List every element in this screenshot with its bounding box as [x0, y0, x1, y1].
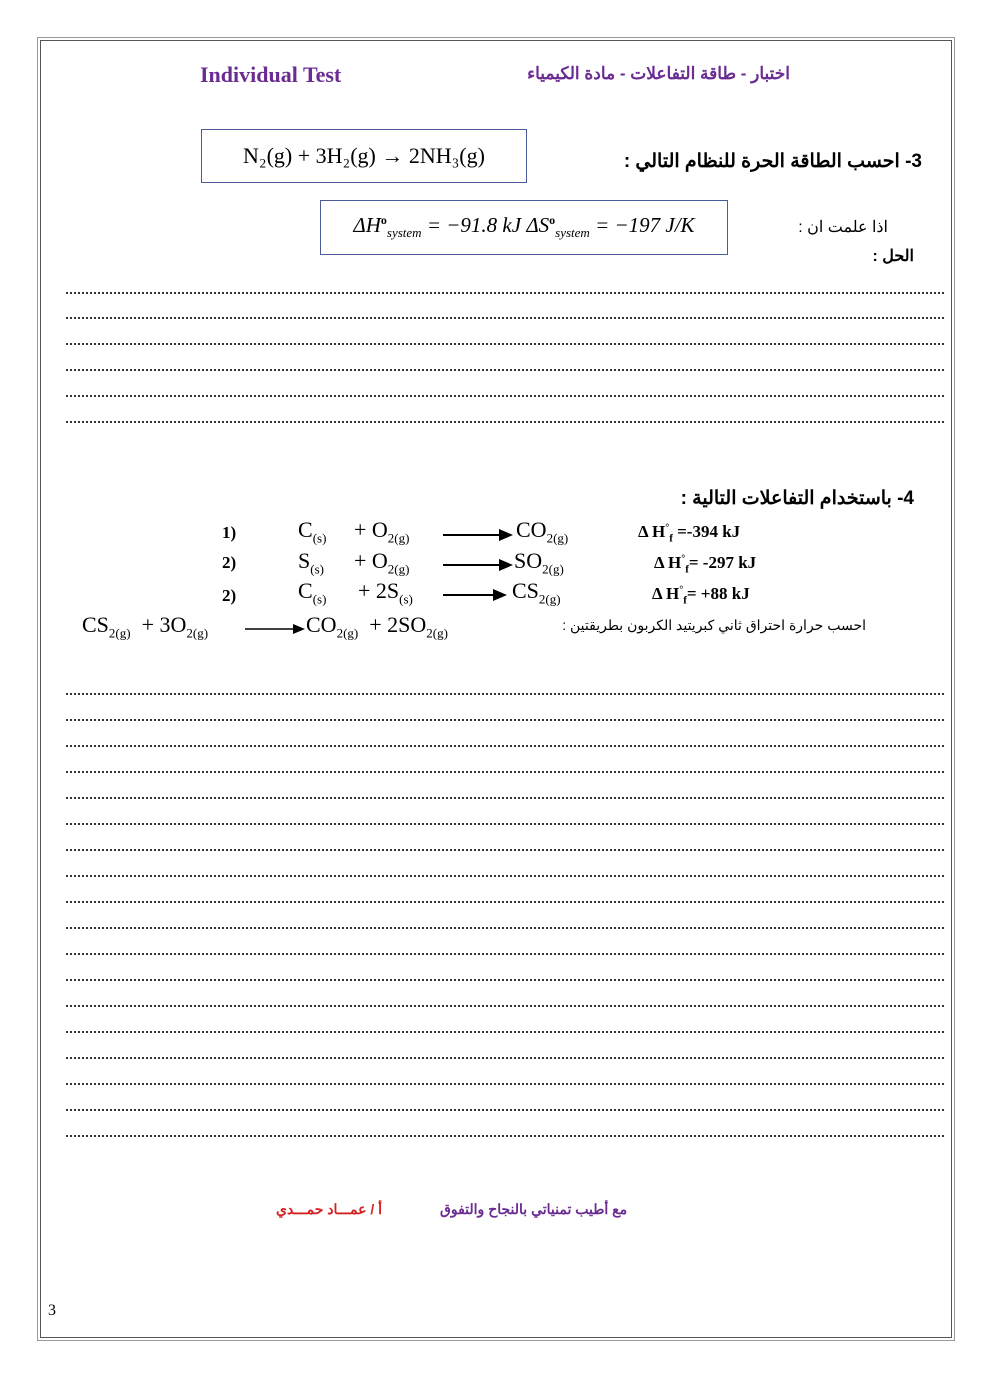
question-3-title: 3- احسب الطاقة الحرة للنظام التالي :: [623, 151, 922, 172]
delta-s-value: −197 J/K: [614, 213, 695, 238]
given-label: اذا علمت ان :: [798, 219, 888, 236]
reaction-3-reactant-2: + $2S_{(s)}$: [358, 578, 413, 607]
answer-line: [66, 290, 944, 294]
reaction-3-number: 2): [222, 586, 237, 605]
reaction-1-reactant-2: + $O_{2(g)}$: [354, 517, 410, 546]
reaction-box: [201, 129, 527, 183]
answer-line: [66, 899, 944, 903]
answer-line: [66, 795, 944, 799]
reaction-2-enthalpy: Δ $H^\circ_f= -297$ kJ: [654, 553, 757, 576]
answer-line: [66, 977, 944, 981]
answer-line: [66, 315, 944, 319]
answer-line: [66, 873, 944, 877]
answer-line: [66, 743, 944, 747]
reaction-2-product: $SO_{2(g)}$: [514, 548, 564, 577]
answer-line: [66, 1003, 944, 1007]
answer-line: [66, 341, 944, 345]
reaction-arrow-icon: [443, 588, 507, 602]
question-4-title: 4- باستخدام التفاعلات التالية :: [680, 488, 914, 509]
answer-line: [66, 769, 944, 773]
answer-line: [66, 1029, 944, 1033]
reaction-3-enthalpy: Δ $H^\circ_f= +88$ kJ: [652, 584, 750, 607]
answer-line: [66, 691, 944, 695]
answer-line: [66, 821, 944, 825]
delta-s-system: $\Delta S^o_{system} = -197$ J/K: [526, 213, 695, 241]
reaction-1-product: $CO_{2(g)}$: [516, 517, 569, 546]
reaction-2-number: 2): [222, 553, 237, 572]
reaction-2-reactant-1: $S_{(s)}$: [298, 548, 324, 577]
solution-label: الحل :: [872, 248, 914, 265]
reaction-3-reactant-1: $C_{(s)}$: [298, 578, 327, 607]
question-4-instruction: احسب حرارة احتراق ثاني كبريتيد الكربون بطريقتين :: [562, 617, 866, 633]
answer-line: [66, 717, 944, 721]
reaction-2-reactant-2: + $O_{2(g)}$: [354, 548, 410, 577]
target-reaction-reactants: $CS_{2(g)} + 3O_{2(g)}$: [82, 612, 209, 641]
test-title-english: Individual Test: [200, 62, 342, 87]
delta-h-system: $\Delta H^o_{system} = -91.8$ kJ: [353, 213, 522, 241]
reaction-1-enthalpy: Δ $H^\circ_f =-394$ kJ: [638, 522, 741, 545]
delta-h-value: −91.8 kJ: [446, 213, 522, 238]
answer-line: [66, 1133, 944, 1137]
answer-line: [66, 367, 944, 371]
answer-line: [66, 419, 944, 423]
reaction-1-reactant-1: $C_{(s)}$: [298, 517, 327, 546]
reaction-arrow-icon: [245, 622, 305, 636]
answer-line: [66, 1107, 944, 1111]
page-number: 3: [48, 1302, 56, 1319]
reaction-3-product: $CS_{2(g)}$: [512, 578, 561, 607]
footer-wish: مع أطيب تمنياتي بالنجاح والتفوق: [440, 1201, 628, 1217]
reaction-1-number: 1): [222, 523, 237, 542]
given-values-box: [320, 200, 728, 255]
answer-line: [66, 1055, 944, 1059]
teacher-name: أ / عمـــاد حمـــدي: [276, 1201, 383, 1217]
answer-line: [66, 925, 944, 929]
answer-line: [66, 847, 944, 851]
ammonia-reaction: N₂(g) + 3H₂(g) → 2NH₃(g): [243, 143, 485, 168]
test-title-arabic: اختبار - طاقة التفاعلات - مادة الكيمياء: [527, 64, 790, 83]
answer-line: [66, 951, 944, 955]
answer-line: [66, 393, 944, 397]
answer-line: [66, 1081, 944, 1085]
target-reaction-products: $CO_{2(g)} + 2SO_{2(g)}$: [306, 612, 448, 641]
reaction-arrow-icon: [443, 558, 513, 572]
reaction-arrow-icon: [443, 528, 513, 542]
